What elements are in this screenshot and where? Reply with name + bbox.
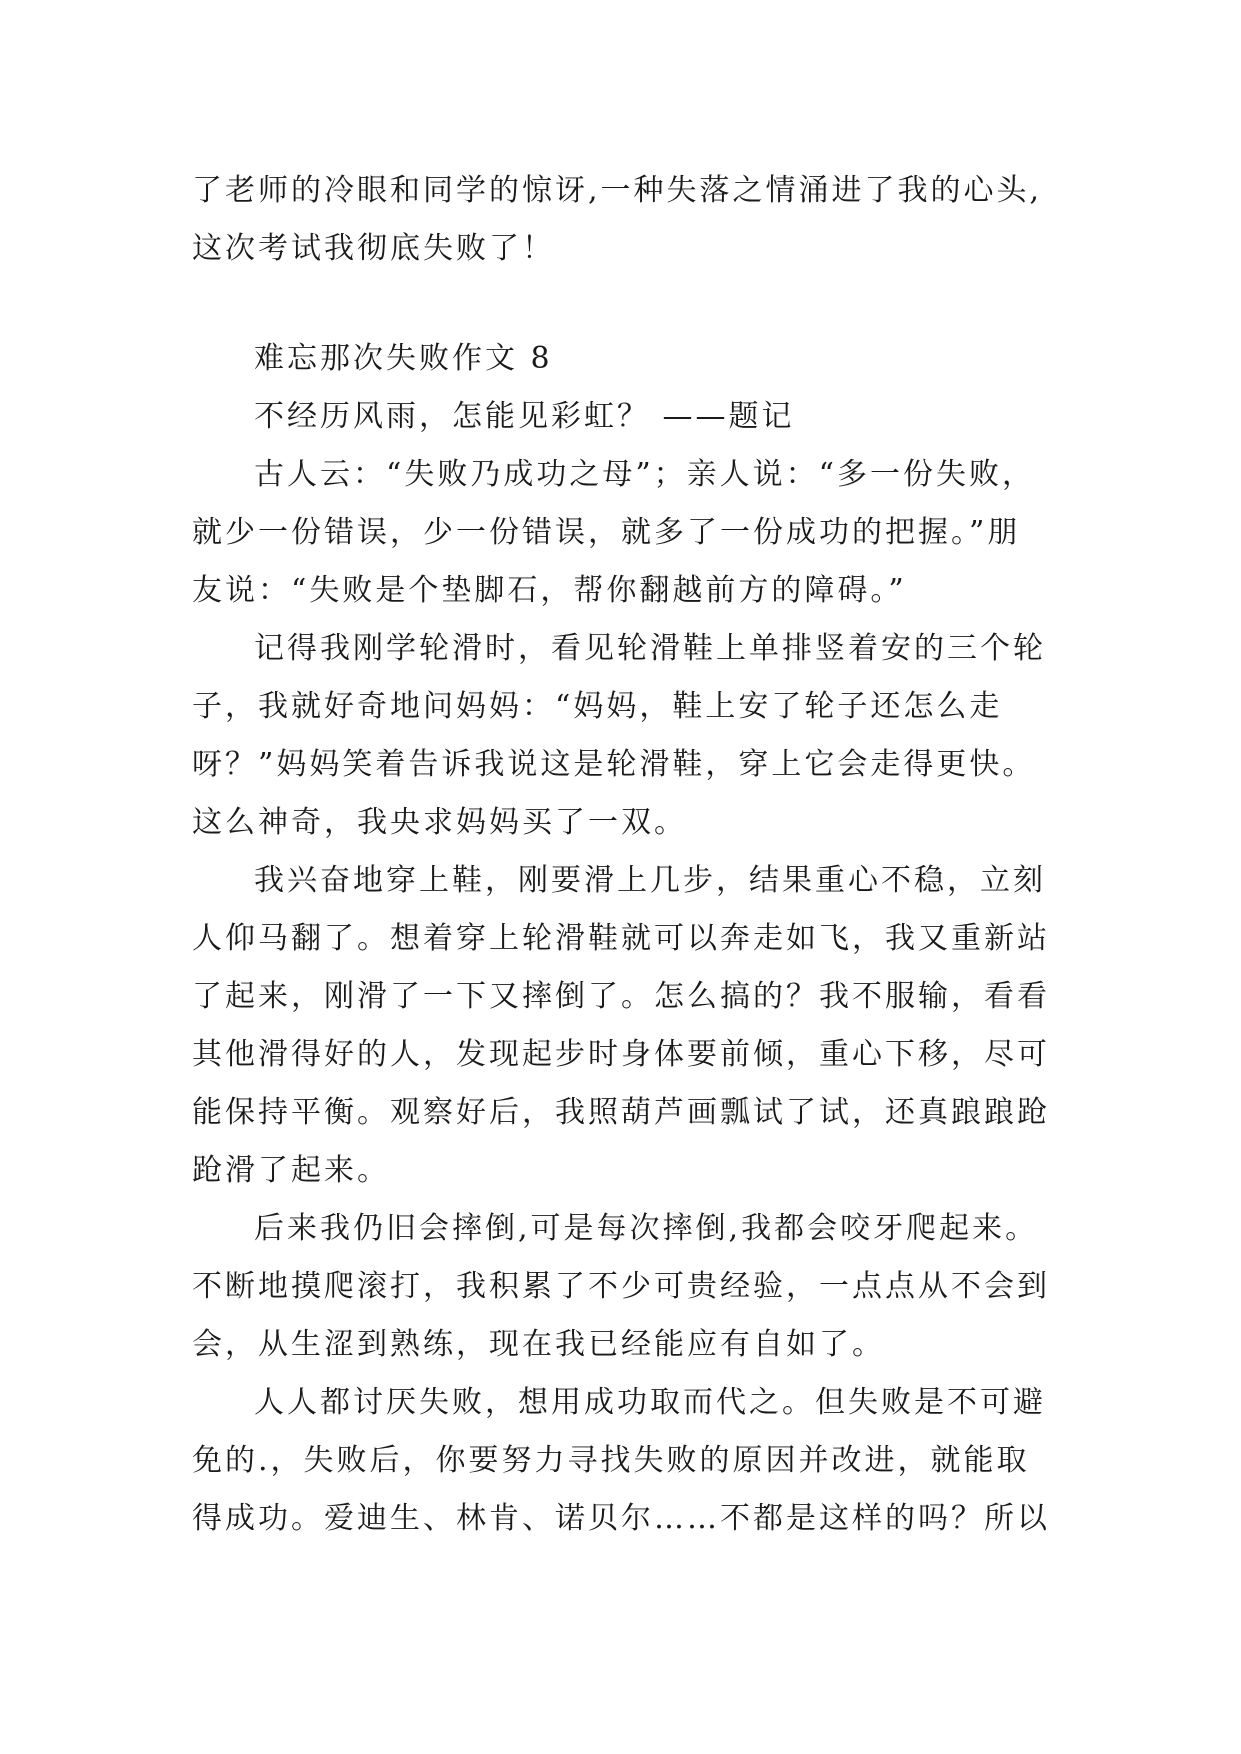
text-line: 记得我刚学轮滑时，看见轮滑鞋上单排竖着安的三个轮 (254, 631, 1046, 666)
text-line: 了老师的冷眼和同学的惊讶,一种失落之情涌进了我的心头, (192, 173, 1043, 208)
text-line: 我兴奋地穿上鞋，刚要滑上几步，结果重心不稳，立刻 (254, 863, 1046, 898)
text-line: 古人云：“失败乃成功之母”；亲人说：“多一份失败， (254, 457, 1036, 492)
essay-epigraph: 不经历风雨，怎能见彩虹？ ——题记 (254, 399, 795, 434)
text-line: 这次考试我彻底失败了！ (192, 231, 555, 266)
paragraph-first-attempt (192, 852, 1072, 1200)
text-line: 免的.，失败后，你要努力寻找失败的原因并改进，就能取 (192, 1443, 1030, 1478)
text-line: 人人都讨厌失败，想用成功取而代之。但失败是不可避 (254, 1385, 1046, 1420)
essay-title: 难忘那次失败作文 8 (254, 341, 553, 376)
text-line: 呀？”妈妈笑着告诉我说这是轮滑鞋，穿上它会走得更快。 (192, 747, 1036, 782)
text-line: 不断地摸爬滚打，我积累了不少可贵经验，一点点从不会到 (192, 1269, 1050, 1304)
essay-section (192, 330, 1072, 1548)
text-line: 人仰马翻了。想着穿上轮滑鞋就可以奔走如飞，我又重新站 (192, 921, 1050, 956)
text-line: 跄滑了起来。 (192, 1153, 390, 1188)
text-line: 后来我仍旧会摔倒,可是每次摔倒,我都会咬牙爬起来。 (254, 1211, 1039, 1246)
previous-paragraph-end (192, 162, 1072, 278)
text-line: 得成功。爱迪生、林肯、诺贝尔……不都是这样的吗？所以 (192, 1501, 1050, 1536)
text-line: 这么神奇，我央求妈妈买了一双。 (192, 805, 687, 840)
text-line: 会，从生涩到熟练，现在我已经能应有自如了。 (192, 1327, 885, 1362)
text-line: 友说：“失败是个垫脚石，帮你翻越前方的障碍。” (192, 573, 907, 608)
paragraph-quotes (192, 446, 1072, 620)
text-line: 了起来，刚滑了一下又摔倒了。怎么搞的？我不服输，看看 (192, 979, 1050, 1014)
text-line: 子，我就好奇地问妈妈：“妈妈，鞋上安了轮子还怎么走 (192, 689, 1003, 724)
text-line: 能保持平衡。观察好后，我照葫芦画瓢试了试，还真踉踉跄 (192, 1095, 1050, 1130)
text-line: 就少一份错误，少一份错误，就多了一份成功的把握。”朋 (192, 515, 1021, 550)
paragraph-perseverance (192, 1200, 1072, 1374)
text-line: 其他滑得好的人，发现起步时身体要前倾，重心下移，尽可 (192, 1037, 1050, 1072)
paragraph-first-skates (192, 620, 1072, 852)
paragraph-conclusion (192, 1374, 1072, 1548)
